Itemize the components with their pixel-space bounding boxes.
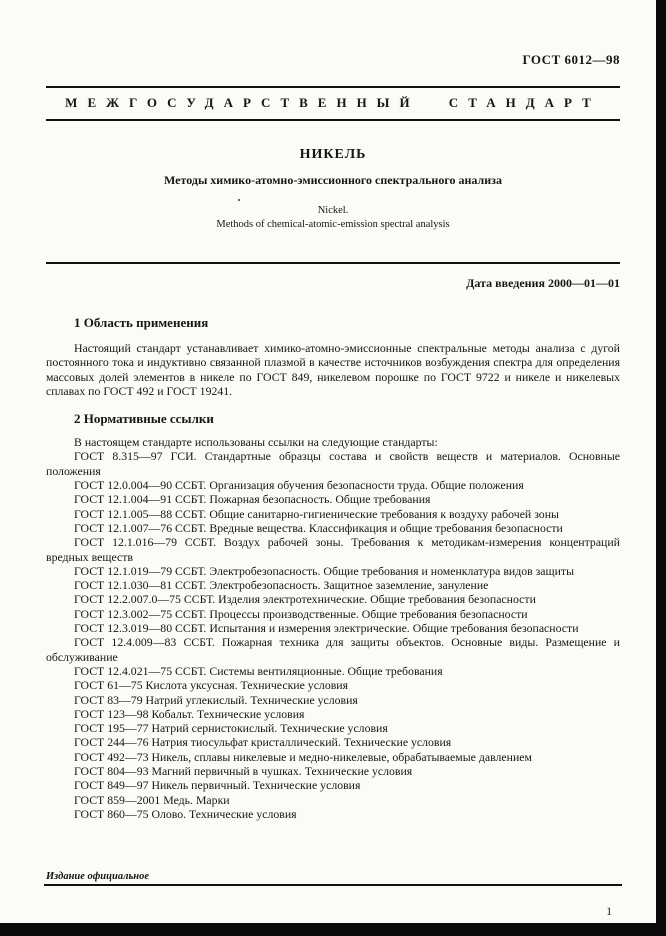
reference-item: ГОСТ 12.4.009—83 ССБТ. Пожарная техника для защиты объектов. Основные виды. Размещение и обслуживание bbox=[46, 635, 620, 664]
reference-item: ГОСТ 12.1.005—88 ССБТ. Общие санитарно-гигиенические требования к воздуху рабочей зоны bbox=[74, 506, 559, 521]
page-number: 1 bbox=[606, 906, 612, 918]
scan-edge-right bbox=[656, 0, 666, 936]
reference-item: ГОСТ 12.1.004—91 ССБТ. Пожарная безопасность. Общие требования bbox=[74, 492, 431, 507]
references-list bbox=[46, 449, 620, 821]
reference-item: ГОСТ 123—98 Кобальт. Технические условия bbox=[74, 706, 305, 721]
section1-heading: 1 Область применения bbox=[74, 315, 209, 330]
reference-item: ГОСТ 244—76 Натрия тиосульфат кристаллический. Технические условия bbox=[74, 735, 452, 750]
section2-intro: В настоящем стандарте использованы ссылки на следующие стандарты: bbox=[74, 435, 438, 450]
separator-rule bbox=[46, 262, 620, 264]
reference-item: ГОСТ 12.1.019—79 ССБТ. Электробезопасность. Общие требования и номенклатура видов защиты bbox=[74, 563, 574, 578]
reference-item: ГОСТ 804—93 Магний первичный в чушках. Технические условия bbox=[74, 764, 413, 779]
doc-number: ГОСТ 6012—98 bbox=[522, 52, 620, 67]
reference-item: ГОСТ 12.1.030—81 ССБТ. Электробезопасность. Защитное заземление, зануление bbox=[74, 578, 489, 593]
document-subtitle-en: Methods of chemical-atomic-emission spectral analysis bbox=[216, 219, 450, 230]
reference-item: ГОСТ 859—2001 Медь. Марки bbox=[74, 792, 230, 807]
reference-item: ГОСТ 12.1.007—76 ССБТ. Вредные вещества. Классификация и общие требования безопасности bbox=[74, 520, 563, 535]
standard-banner-text: МЕЖГОСУДАРСТВЕННЫЙ СТАНДАРТ bbox=[65, 95, 601, 110]
reference-item: ГОСТ 12.2.007.0—75 ССБТ. Изделия электротехнические. Общие требования безопасности bbox=[74, 592, 536, 607]
document-title: НИКЕЛЬ bbox=[299, 147, 367, 162]
reference-item: ГОСТ 12.3.002—75 ССБТ. Процессы производственные. Общие требования безопасности bbox=[74, 606, 528, 621]
section1-body: Настоящий стандарт устанавливает химико-атомно-эмиссионные спектральные методы анализа с дугой постоянного тока и индуктивно связанной плазмой в качестве источников возбуждения спектра для определения массовых долей элементов в никеле по ГОСТ 849, никелевом порошке по ГОСТ 9722 и никеле и никелевых сплавах по ГОСТ 492 и ГОСТ 19241. bbox=[46, 341, 620, 398]
footer-rule bbox=[44, 884, 622, 886]
scan-edge-bottom bbox=[0, 923, 666, 936]
reference-item: ГОСТ 860—75 Олово. Технические условия bbox=[74, 806, 297, 821]
reference-item: ГОСТ 195—77 Натрий сернистокислый. Технические условия bbox=[74, 721, 388, 736]
reference-item: ГОСТ 849—97 Никель первичный. Технические условия bbox=[74, 778, 361, 793]
document-subtitle: Методы химико-атомно-эмиссионного спектрального анализа bbox=[163, 173, 502, 187]
reference-item: ГОСТ 12.0.004—90 ССБТ. Организация обучения безопасности труда. Общие положения bbox=[74, 478, 524, 493]
reference-item: ГОСТ 12.3.019—80 ССБТ. Испытания и измерения электрические. Общие требования безопасности bbox=[74, 621, 579, 636]
edition-note: Издание официальное bbox=[46, 871, 150, 882]
reference-item: ГОСТ 492—73 Никель, сплавы никелевые и медно-никелевые, обрабатываемые давлением bbox=[74, 749, 532, 764]
english-title-block bbox=[46, 204, 620, 232]
reference-item: ГОСТ 12.4.021—75 ССБТ. Системы вентиляционные. Общие требования bbox=[74, 663, 443, 678]
effective-date: Дата введения 2000—01—01 bbox=[466, 276, 620, 290]
document-title-en: Nickel. bbox=[317, 205, 349, 216]
scan-artifact-dot bbox=[238, 199, 240, 201]
section2-heading: 2 Нормативные ссылки bbox=[74, 411, 214, 427]
reference-item: ГОСТ 8.315—97 ГСИ. Стандартные образцы состава и свойств веществ и материалов. Основные положения bbox=[46, 449, 620, 478]
standard-banner bbox=[46, 86, 620, 121]
reference-item: ГОСТ 83—79 Натрий углекислый. Технические условия bbox=[74, 692, 358, 707]
reference-item: ГОСТ 61—75 Кислота уксусная. Технические условия bbox=[74, 678, 349, 693]
reference-item: ГОСТ 12.1.016—79 ССБТ. Воздух рабочей зоны. Требования к методикам-измерения концентраций вредных веществ bbox=[46, 535, 620, 564]
